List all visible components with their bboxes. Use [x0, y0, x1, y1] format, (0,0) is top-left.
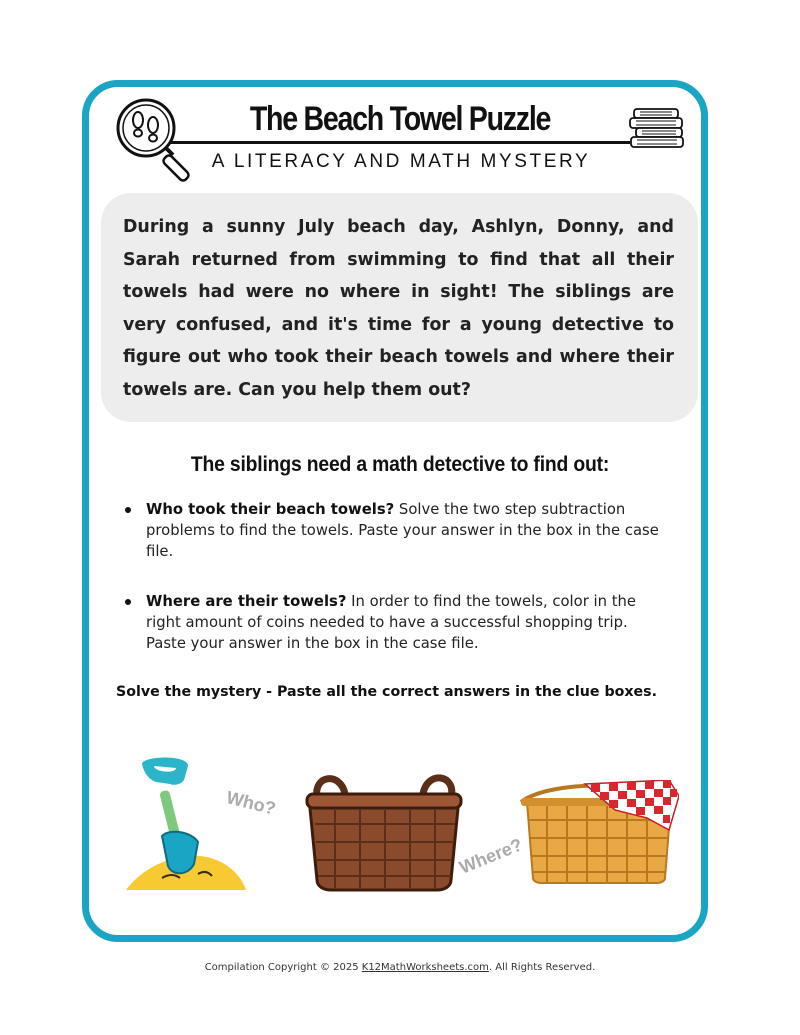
- footer-prefix: Compilation Copyright © 2025: [204, 962, 362, 973]
- magnifier-footprints-icon: [113, 94, 199, 184]
- instructions-list: [124, 499, 664, 654]
- list-item: [124, 591, 664, 654]
- bullet-icon: [125, 599, 131, 605]
- title-underline: [170, 141, 630, 144]
- bullet-text: In order to find the towels, color in the right amount of coins needed to have a successful shopping trip. Paste your answer in the box in the case file.: [146, 593, 636, 652]
- copyright-footer: [0, 962, 800, 973]
- story-text: During a sunny July beach day, Ashlyn, Donny, and Sarah returned from swimming to find that all their towels had were no where in sight! The siblings are very confused, and it's time for a young detective to figure out who took their beach towels and where their towels are. Can you help them out?: [123, 217, 674, 400]
- solve-instruction: Solve the mystery - Paste all the correct answers in the clue boxes.: [116, 684, 657, 700]
- where-label: Where?: [456, 834, 526, 878]
- list-item: [124, 499, 664, 562]
- bullet-lead: Where are their towels?: [146, 593, 347, 610]
- shovel-in-sand-icon: [122, 756, 248, 896]
- picnic-basket-icon: [519, 780, 679, 884]
- page-subtitle: A LITERACY AND MATH MYSTERY: [211, 151, 591, 172]
- footer-suffix: . All Rights Reserved.: [488, 962, 596, 973]
- books-icon: [628, 106, 688, 150]
- who-label: Who?: [224, 787, 278, 819]
- bullet-text: Solve the two step subtraction problems to find the towels. Paste your answer in the box in the case file.: [146, 501, 659, 560]
- bullet-lead: Who took their beach towels?: [146, 501, 395, 518]
- page-title: The Beach Towel Puzzle: [249, 100, 551, 138]
- site-link[interactable]: K12MathWorksheets.com: [361, 962, 489, 973]
- story-box: [101, 193, 698, 422]
- bullet-icon: [125, 507, 131, 513]
- instructions-heading: The siblings need a math detective to find out:: [190, 452, 610, 476]
- brown-basket-icon: [305, 768, 463, 892]
